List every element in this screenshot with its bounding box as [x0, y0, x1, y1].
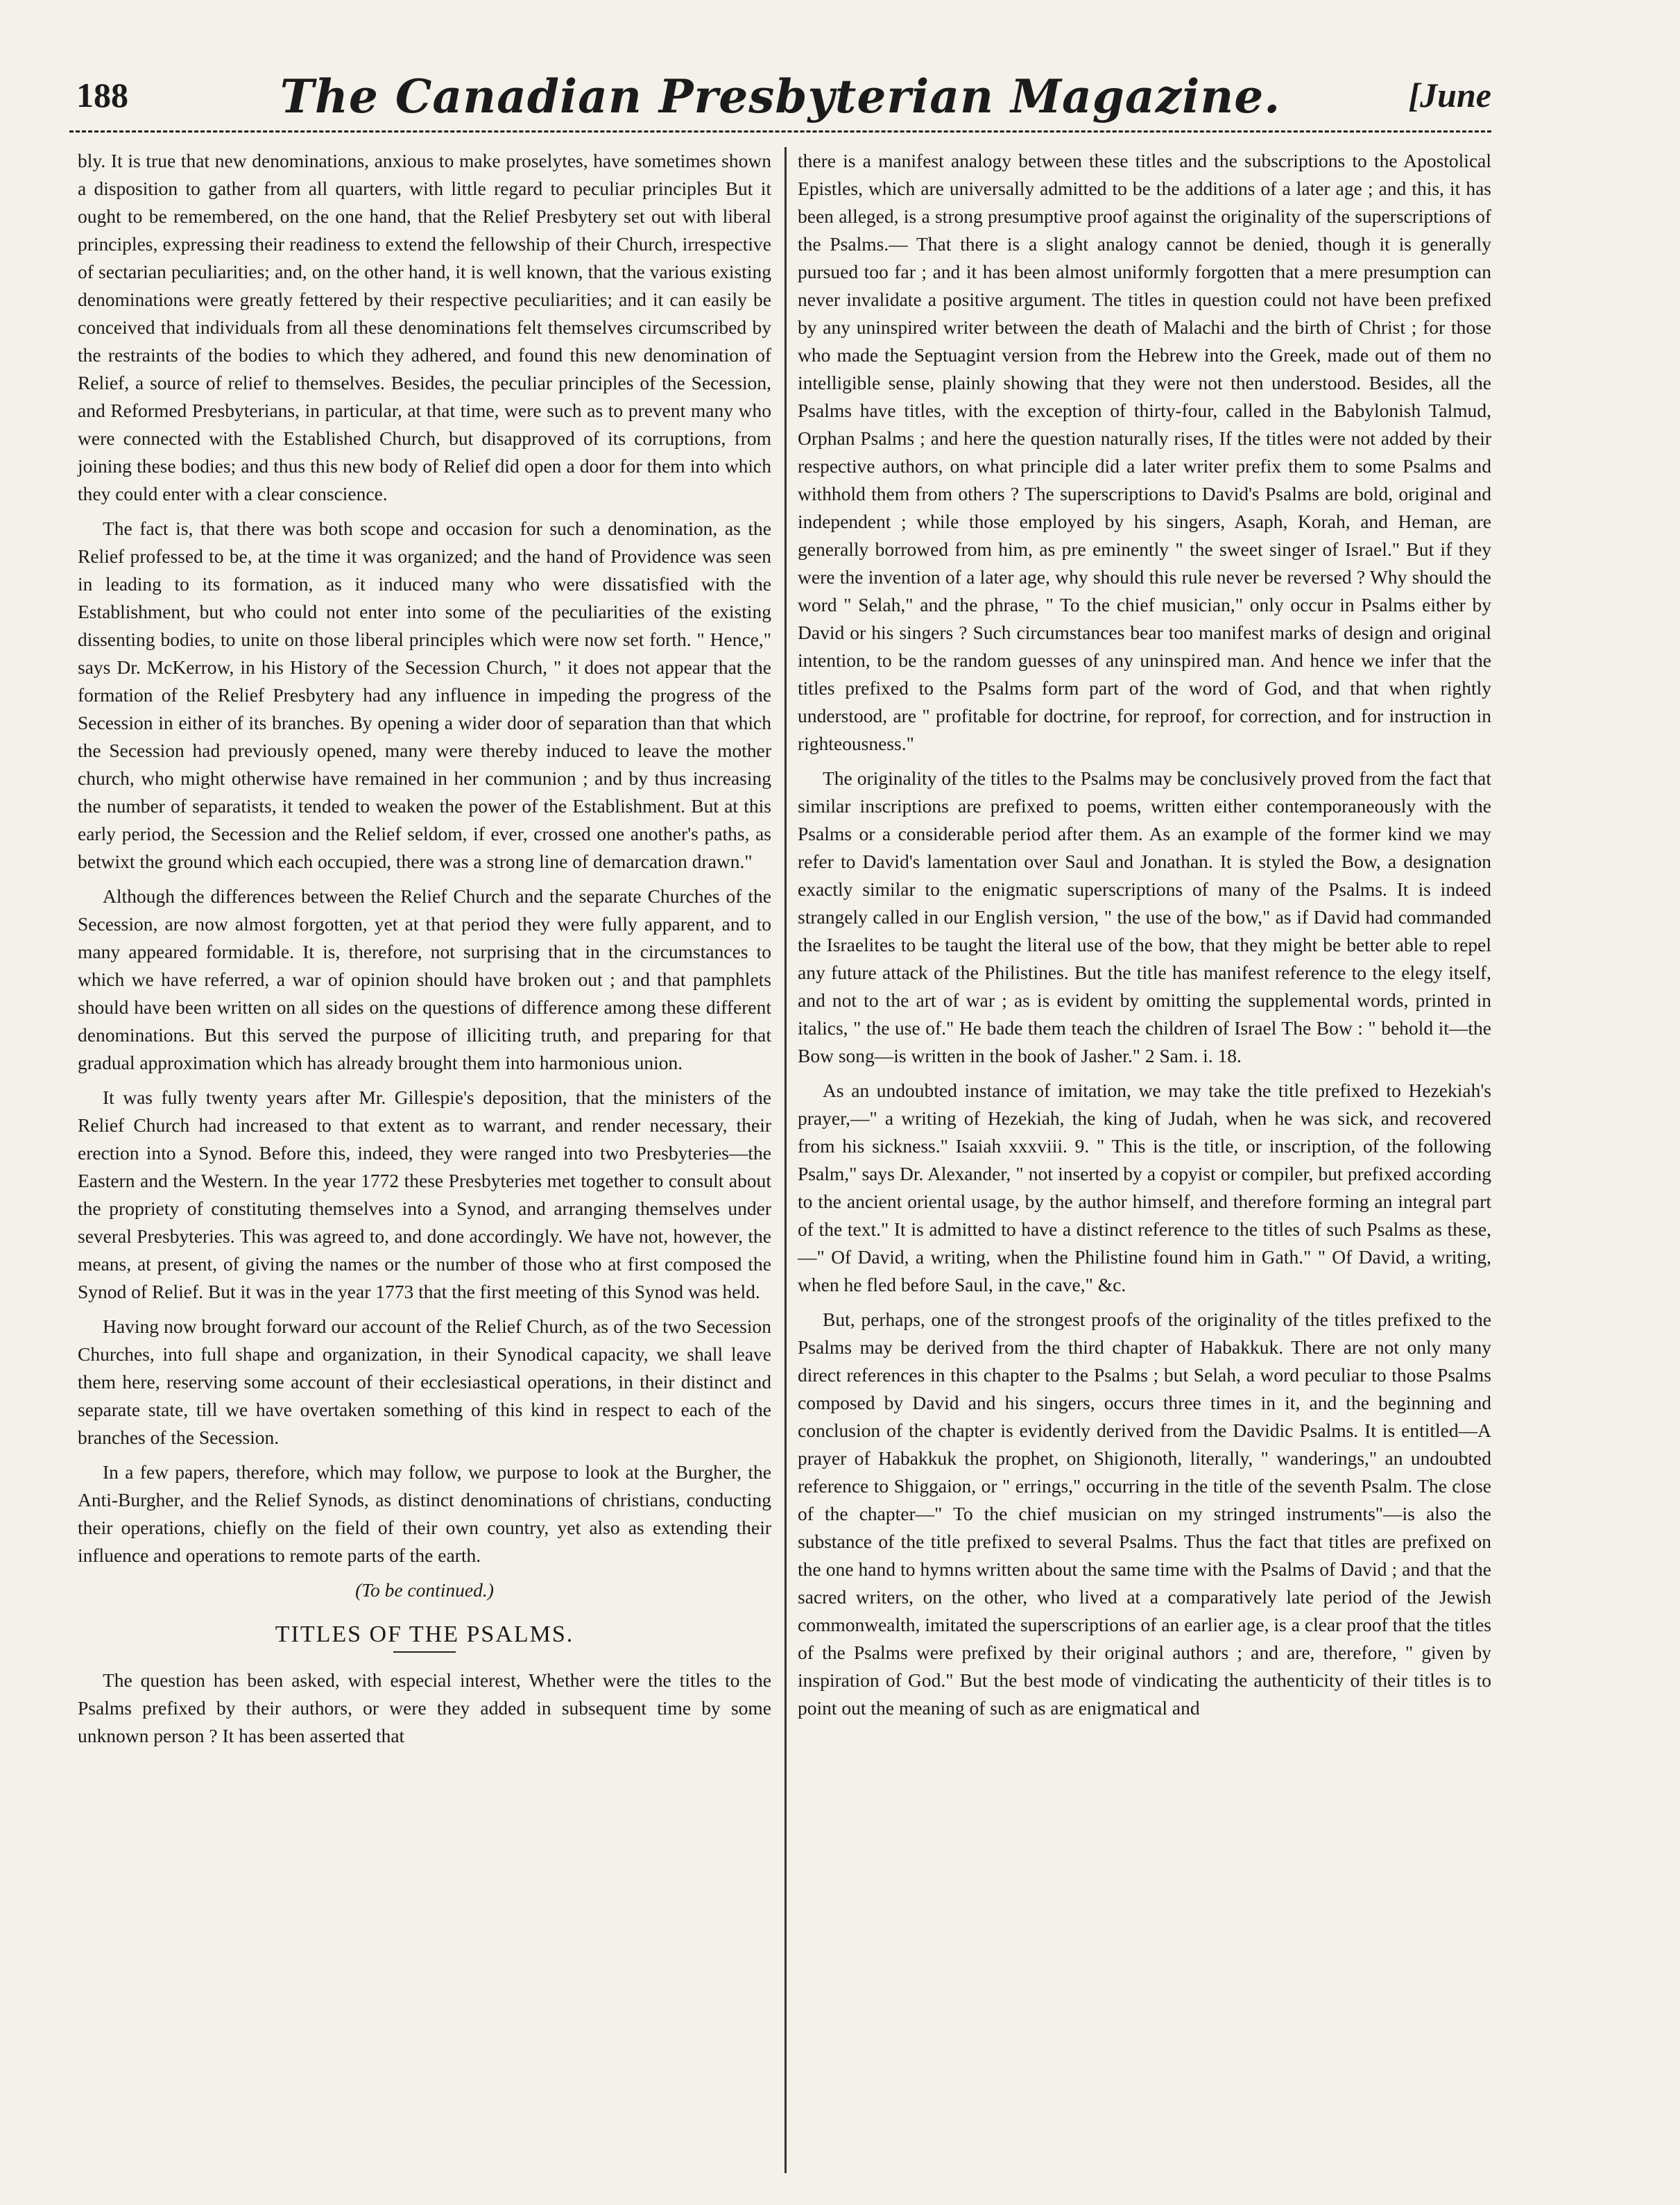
section-title: TITLES OF THE PSALMS.	[275, 1621, 574, 1647]
paragraph: As an undoubted instance of imitation, we may take the title prefixed to Hezekiah's prayer,—" a writing of Hezekiah, the king of Judah, when he was sick, and recovered from his sickness." Isaiah xxxviii. 9. " This is the title, or inscription, of the following Psalm," says Dr. Alexander, " not inserted by a copyist or compiler, but prefixed according to the ancient oriental usage, by the author himself, and therefore forming an integral part of the text." It is admitted to have a distinct reference to the titles of such Psalms as these,—" Of David, a writing, when the Philistine found him in Gath." " Of David, a writing, when he fled before Saul, in the cave," &c.	[798, 1080, 1491, 1295]
paragraph: The originality of the titles to the Psalms may be conclusively proved from the fact that similar inscriptions are prefixed to poems, written either contemporaneously with the Psalms or a considerable period after them. As an example of the former kind we may refer to David's lamentation over Saul and Jonathan. It is styled the Bow, a designation exactly similar to the enigmatic superscriptions of many of the Psalms. It is indeed strangely called in our English version, " the use of the bow," as if David had commanded the Israelites to be taught the literal use of the bow, that they might be better able to repel any future attack of the Philistines. But the title has manifest reference to the elegy itself, and not to the art of war ; as is evident by omitting the supplemental words, printed in italics, " the use of." He bade them teach the children of Israel The Bow : " behold it—the Bow song—is written in the book of Jasher." 2 Sam. i. 18.	[798, 767, 1491, 1066]
paragraph: Having now brought forward our account of the Relief Church, as of the two Secession Churches, into full shape and organization, in their Synodical capacity, we shall leave them here, reserving some account of their ecclesiastical operations, in their distinct and separate state, till we have overtaken something of this kind in respect to each of the branches of the Secession.	[78, 1316, 771, 1448]
page-number: 188	[76, 76, 128, 114]
left-column	[78, 147, 771, 1757]
paragraph: In a few papers, therefore, which may follow, we purpose to look at the Burgher, the Anti-Burgher, and the Relief Synods, as distinct denominations of christians, conducting their operations, chiefly on the field of their own country, yet also as extending their influence and operations to remote parts of the earth.	[78, 1461, 771, 1566]
magazine-title: The Canadian Presbyterian Magazine.	[280, 69, 1281, 124]
to-be-continued: (To be continued.)	[355, 1579, 494, 1601]
title-rule	[393, 1651, 456, 1653]
paragraph: But, perhaps, one of the strongest proofs of the originality of the titles prefixed to the Psalms may be derived from the third chapter of Habakkuk. There are not only many direct references in this chapter to the Psalms ; but Selah, a word peculiar to those Psalms composed by David and his singers, occurs three times in it, and the beginning and conclusion of the chapter is evidently derived from the Davidic Psalms. It is entitled—A prayer of Habakkuk the prophet, on Shigionoth, literally, " wanderings," an undoubted reference to Shiggaion, or " errings," occurring in the title of the seventh Psalm. The close of the chapter—" To the chief musician on my stringed instruments"—is also the substance of the title prefixed to several Psalms. Thus the fact that titles are prefixed on the one hand to hymns written about the same time with the Psalms of David ; and that the sacred writers, on the other, who lived at a comparatively late period of the Jewish commonwealth, imitated the superscriptions of an earlier age, is a clear proof that the titles of the Psalms were prefixed by their original authors ; and are, therefore, " given by inspiration of God." But the best mode of vindicating the authenticity of their titles is to point out the meaning of such as are enigmatical and	[798, 1309, 1491, 1719]
page-header	[69, 69, 1491, 130]
column-divider	[785, 147, 787, 2173]
paragraph: Although the differences between the Relief Church and the separate Churches of the Secession, are now almost forgotten, yet at that period they were fully apparent, and to many appeared formidable. It is, therefore, not surprising that in the circumstances to which we have referred, a war of opinion should have broken out ; and that pamphlets should have been written on all sides on the questions of difference among these different denominations. But this served the purpose of illiciting truth, and preparing for that gradual approximation which has already brought them into harmonious union.	[78, 885, 771, 1073]
paragraph: bly. It is true that new denominations, anxious to make proselytes, have sometimes shown a disposition to gather from all quarters, with little regard to peculiar principles But it ought to be remembered, on the one hand, that the Relief Presbytery set out with liberal principles, expressing their readiness to extend the fellowship of their Church, irrespective of sectarian peculiarities; and, on the other hand, it is well known, that the various existing denominations were greatly fettered by their respective peculiarities; and it can easily be conceived that individuals from all these denominations felt themselves circumscribed by the restraints of the bodies to which they adhered, and found this new denomination of Relief, a source of relief to themselves. Besides, the peculiar principles of the Secession, and Reformed Presbyterians, in particular, at that time, were such as to prevent many who were connected with the Established Church, but disapproved of its corruptions, from joining these bodies; and thus this new body of Relief did open a door for them into which they could enter with a clear conscience.	[78, 150, 771, 504]
paragraph: The fact is, that there was both scope and occasion for such a denomination, as the Relief professed to be, at the time it was organized; and the hand of Providence was seen in leading to its formation, as it induced many who were dissatisfied with the Establishment, but who could not enter into some of the peculiarities of the existing dissenting bodies, to unite on those liberal principles which were now set forth. " Hence," says Dr. McKerrow, in his History of the Secession Church, " it does not appear that the formation of the Relief Presbytery had any influence in impeding the progress of the Secession in either of its branches. By opening a wider door of separation than that which the Secession had previously opened, many were thereby induced to leave the mother church, who might otherwise have remained in her communion ; and by thus increasing the number of separatists, it tended to weaken the power of the Establishment. But at this early period, the Secession and the Relief seldom, if ever, crossed one another's paths, as betwixt the ground which each occupied, there was a strong line of demarcation drawn."	[78, 518, 771, 872]
paragraph: It was fully twenty years after Mr. Gillespie's deposition, that the ministers of the Relief Church had increased to that extent as to warrant, and render necessary, their erection into a Synod. Before this, indeed, they were ranged into two Presbyteries—the Eastern and the Western. In the year 1772 these Presbyteries met together to consult about the propriety of constituting themselves into a Synod, and arranging themselves under several Presbyteries. This was agreed to, and done accordingly. We have not, however, the means, at present, of giving the names or the number of those who at first composed the Synod of Relief. But it was in the year 1773 that the first meeting of this Synod was held.	[78, 1087, 771, 1302]
right-column	[798, 147, 1491, 1729]
paragraph: there is a manifest analogy between these titles and the subscriptions to the Apostolical Epistles, which are universally admitted to be the additions of a later age ; and this, it has been alleged, is a strong presumptive proof against the originality of the superscriptions of the Psalms.— That there is a slight analogy cannot be denied, though it is generally pursued too far ; and it has been almost uniformly forgotten that a mere presumption can never invalidate a positive argument. The titles in question could not have been prefixed by any uninspired writer between the death of Malachi and the birth of Christ ; for those who made the Septuagint version from the Hebrew into the Greek, made out of them no intelligible sense, plainly showing that they were not then understood. Besides, all the Psalms have titles, with the exception of thirty-four, called in the Babylonish Talmud, Orphan Psalms ; and here the question naturally rises, If the titles were not added by their respective authors, on what principle did a later writer prefix them to some Psalms and withhold them from others ? The superscriptions to David's Psalms are bold, original and independent ; while those employed by his singers, Asaph, Korah, and Heman, are generally borrowed from him, as pre eminently " the sweet singer of Israel." But if they were the invention of a later age, why should this rule never be reversed ? Why should the word " Selah," and the phrase, " To the chief musician," only occur in Psalms either by David or his singers ? Such circumstances bear too manifest marks of design and original intention, to be the random guesses of any uninspired man. And hence we infer that the titles prefixed to the Psalms form part of the word of God, and that when rightly understood, are " profitable for doctrine, for reproof, for correction, and for instruction in righteousness."	[798, 150, 1491, 754]
issue-month: [June	[1408, 76, 1491, 114]
paragraph: The question has been asked, with especial interest, Whether were the titles to the Psalms prefixed by their authors, or were they added in subsequent time by some unknown person ? It has been asserted that	[78, 1669, 771, 1746]
header-rule	[69, 130, 1491, 135]
